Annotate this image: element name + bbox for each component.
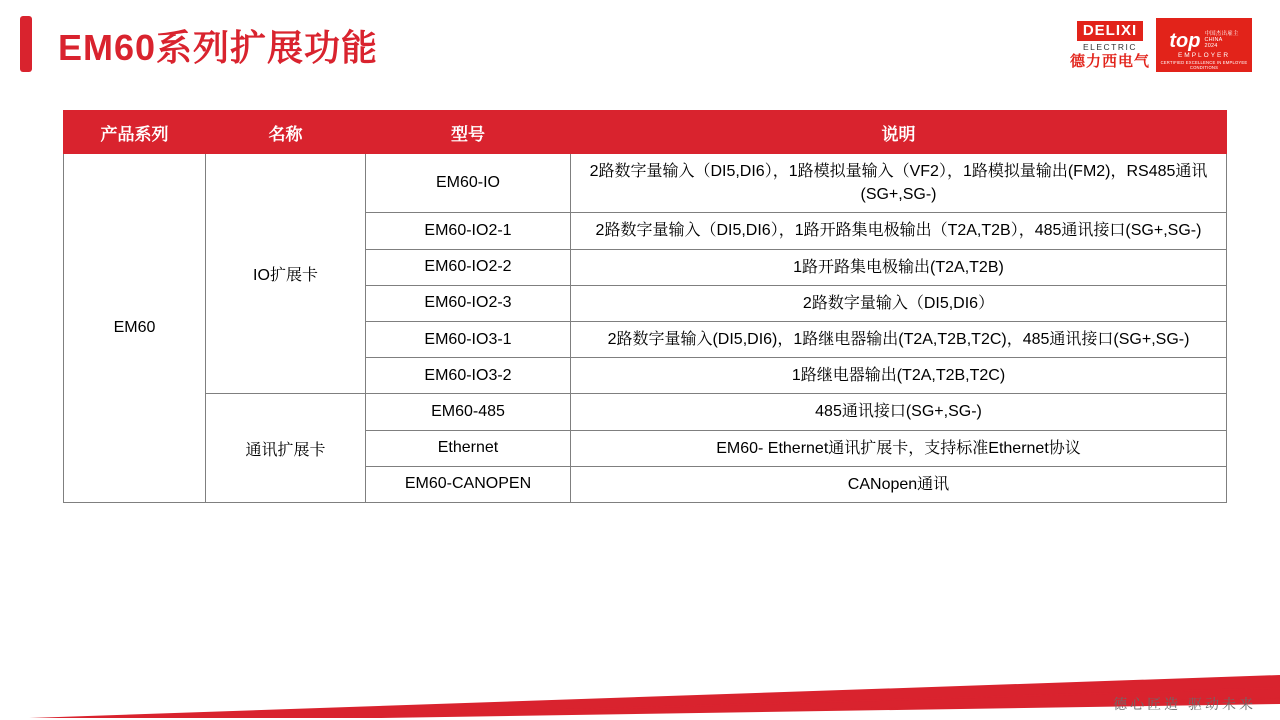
cell-description: 1路继电器输出(T2A,T2B,T2C) — [571, 358, 1227, 394]
cell-model: EM60-IO3-2 — [366, 358, 571, 394]
cell-description: 485通讯接口(SG+,SG-) — [571, 394, 1227, 430]
cell-model: EM60-IO2-3 — [366, 285, 571, 321]
cell-product-series: EM60 — [64, 154, 206, 503]
cell-model: EM60-IO3-1 — [366, 321, 571, 357]
delixi-logo — [1070, 21, 1150, 70]
footer-decoration — [0, 668, 1280, 720]
top-employer-line1: 中国杰出雇主 — [1204, 31, 1239, 38]
cell-description: 2路数字量输入（DI5,DI6），1路开路集电极输出（T2A,T2B），485通讯接口(SG+,SG-) — [571, 213, 1227, 249]
cell-description: 2路数字量输入（DI5,DI6） — [571, 285, 1227, 321]
cell-description: 2路数字量输入（DI5,DI6），1路模拟量输入（VF2），1路模拟量输出(FM2)，RS485通讯(SG+,SG-) — [571, 154, 1227, 213]
top-employer-year: 2024 — [1204, 42, 1218, 49]
spec-table-container — [63, 110, 1227, 503]
cell-group-name: IO扩展卡 — [206, 154, 366, 394]
cell-model: EM60-485 — [366, 394, 571, 430]
cell-model: EM60-IO2-1 — [366, 213, 571, 249]
spec-table-body — [64, 154, 1227, 503]
top-employer-line2: CHINA — [1204, 37, 1223, 44]
cell-description: EM60- Ethernet通讯扩展卡，支持标准Ethernet协议 — [571, 430, 1227, 466]
top-employer-meta — [1204, 32, 1238, 49]
table-header-model: 型号 — [366, 111, 571, 154]
top-employer-cert: CERTIFIED EXCELLENCE IN EMPLOYEE CONDITIONS — [1160, 60, 1248, 70]
cell-group-name: 通讯扩展卡 — [206, 394, 366, 503]
brand-logo-area — [1070, 18, 1252, 72]
cell-description: 1路开路集电极输出(T2A,T2B) — [571, 249, 1227, 285]
spec-table — [63, 110, 1227, 503]
title-accent-bar — [20, 16, 32, 72]
table-row — [64, 154, 1227, 213]
cell-description: CANopen通讯 — [571, 466, 1227, 502]
delixi-logo-sub: ELECTRIC — [1082, 41, 1138, 52]
delixi-logo-cn: 德力西电气 — [1069, 53, 1150, 71]
table-header-series: 产品系列 — [64, 111, 206, 154]
table-row — [64, 394, 1227, 430]
top-employer-row — [1169, 31, 1238, 51]
footer-slogan: 德心匠造 驱动未来 — [1113, 696, 1256, 712]
delixi-logo-en: DELIXI — [1077, 21, 1143, 41]
table-header-description: 说明 — [571, 111, 1227, 154]
table-header-name: 名称 — [206, 111, 366, 154]
cell-model: Ethernet — [366, 430, 571, 466]
cell-description: 2路数字量输入(DI5,DI6)，1路继电器输出(T2A,T2B,T2C)，485通讯接口(SG+,SG-) — [571, 321, 1227, 357]
cell-model: EM60-CANOPEN — [366, 466, 571, 502]
top-employer-employer: EMPLOYER — [1177, 52, 1231, 59]
page-title: EM60系列扩展功能 — [58, 27, 379, 68]
table-header-row — [64, 111, 1227, 154]
cell-model: EM60-IO — [366, 154, 571, 213]
top-employer-badge — [1156, 18, 1252, 72]
top-employer-word: top — [1169, 30, 1201, 52]
cell-model: EM60-IO2-2 — [366, 249, 571, 285]
